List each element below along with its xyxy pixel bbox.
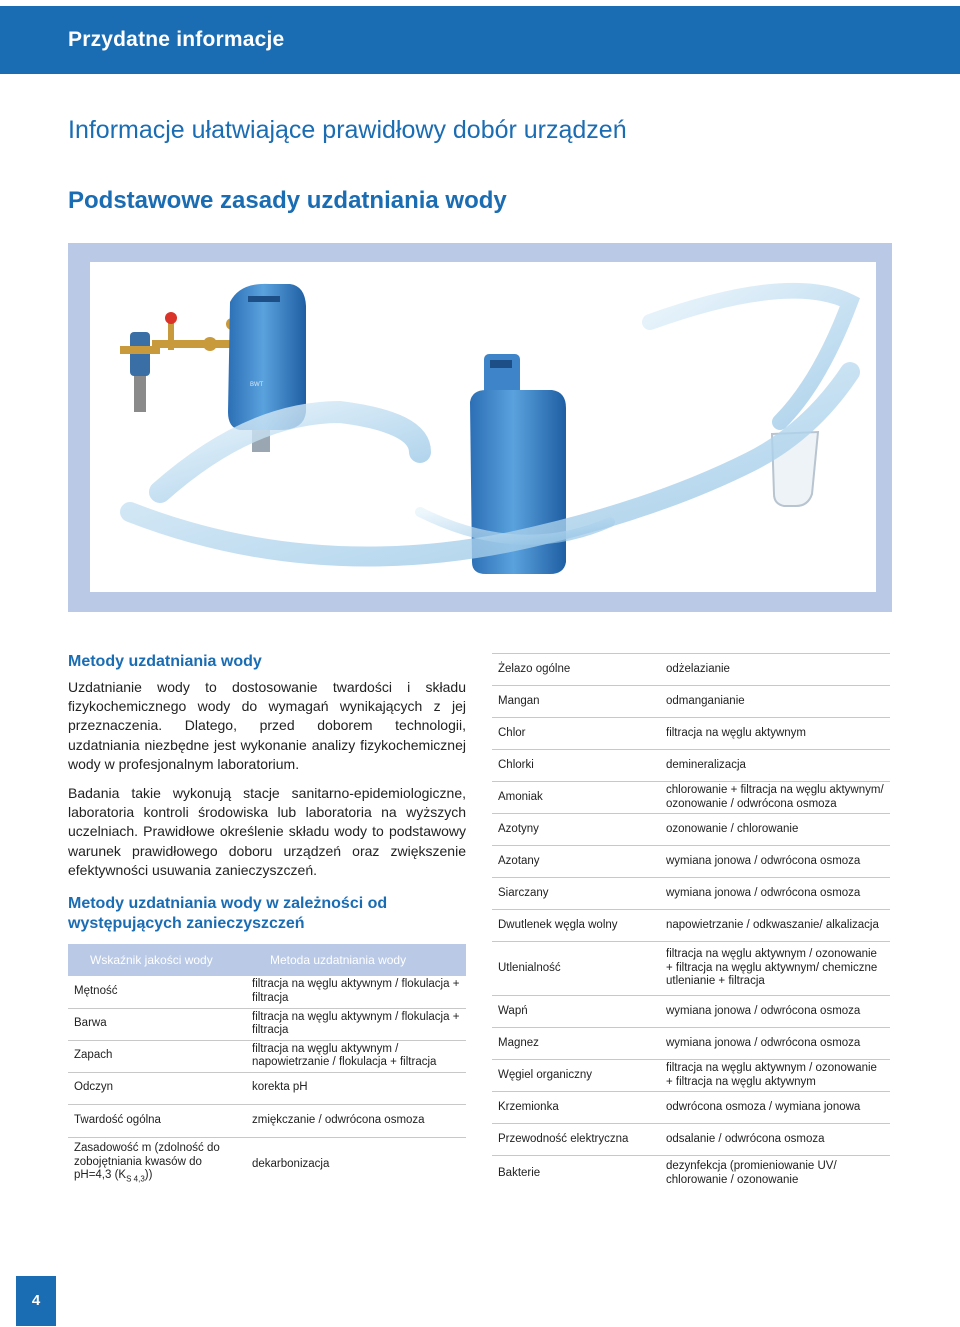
method-cell: zmiękczanie / odwrócona osmoza <box>228 1104 466 1137</box>
indicator-cell: Siarczany <box>492 878 658 910</box>
indicator-cell: Odczyn <box>68 1072 228 1104</box>
contaminants-heading: Metody uzdatniania wody w zależności od występujących zanieczyszczeń <box>68 895 388 933</box>
indicator-cell: Wapń <box>492 996 658 1028</box>
table-row <box>68 976 466 1008</box>
table-row <box>492 686 890 718</box>
method-cell: wymiana jonowa / odwrócona osmoza <box>658 878 890 910</box>
hero-image <box>90 262 876 592</box>
indicator-cell <box>68 1137 228 1191</box>
pipe-fittings-group <box>152 312 238 351</box>
indicator-cell: Zapach <box>68 1040 228 1072</box>
intro-column <box>68 652 466 934</box>
indicator-cell: Utlenialność <box>492 942 658 996</box>
indicator-cell: Bakterie <box>498 1167 541 1179</box>
indicator-cell: Dwutlenek węgla wolny <box>492 910 658 942</box>
page-subtitle: Informacje ułatwiające prawidłowy dobór urządzeń <box>68 116 627 144</box>
table-row <box>492 878 890 910</box>
table-row <box>492 1156 890 1192</box>
header-title: Przydatne informacje <box>68 28 285 51</box>
method-cell: wymiana jonowa / odwrócona osmoza <box>658 996 890 1028</box>
method-cell: dekarbonizacja <box>252 1157 330 1170</box>
column-header-method: Metoda uzdatniania wody <box>228 944 466 976</box>
method-cell: odmanganianie <box>658 686 890 718</box>
methods-table-right <box>492 653 890 1192</box>
method-cell: filtracja na węglu aktywnym / ozonowanie + filtracja na węglu aktywnym/ chemiczne utlenianie + filtracja <box>658 942 890 996</box>
method-cell: odwrócona osmoza / wymiana jonowa <box>658 1092 890 1124</box>
method-cell: korekta pH <box>228 1072 466 1104</box>
table-row <box>492 814 890 846</box>
method-cell: ozonowanie / chlorowanie <box>658 814 890 846</box>
section-title: Podstawowe zasady uzdatniania wody <box>68 187 507 214</box>
column-header-indicator: Wskaźnik jakości wody <box>68 944 228 976</box>
intro-paragraph-1: Uzdatnianie wody to dostosowanie twardości i składu fizykochemicznego wody do wymagań wynikających z jej przeznaczenia. Dlatego, przed doborem technologii, uzdatniania niezbędne jest wykonanie analizy fizykochemicznej wody w profesjonalnym laboratorium. <box>68 679 466 772</box>
method-cell: demineralizacja <box>658 750 890 782</box>
hero-image-frame <box>68 243 892 612</box>
table-row <box>492 782 890 814</box>
table-row <box>68 1040 466 1072</box>
water-products-illustration <box>90 262 876 592</box>
table-row <box>492 942 890 996</box>
page-number: 4 <box>16 1276 56 1326</box>
method-cell: chlorowanie + filtracja na węglu aktywnym/ ozonowanie / odwrócona osmoza <box>658 782 890 814</box>
table-row <box>492 1028 890 1060</box>
indicator-subscript: S 4,3 <box>126 1174 145 1184</box>
table-row <box>492 1092 890 1124</box>
table-row <box>492 654 890 686</box>
method-cell: filtracja na węglu aktywnym / ozonowanie + filtracja na węglu aktywnym <box>658 1060 890 1092</box>
method-cell: napowietrzanie / odkwaszanie/ alkalizacja <box>658 910 890 942</box>
methods-heading: Metody uzdatniania wody <box>68 653 262 670</box>
method-cell: filtracja na węglu aktywnym / flokulacja + filtracja <box>228 1008 466 1040</box>
table-row <box>492 718 890 750</box>
indicator-cell: Azotyny <box>492 814 658 846</box>
indicator-cell: Krzemionka <box>492 1092 658 1124</box>
method-cell: wymiana jonowa / odwrócona osmoza <box>658 1028 890 1060</box>
method-cell: wymiana jonowa / odwrócona osmoza <box>658 846 890 878</box>
table-row <box>492 1060 890 1092</box>
table-row <box>68 1072 466 1104</box>
method-cell: filtracja na węglu aktywnym / napowietrzanie / flokulacja + filtracja <box>228 1040 466 1072</box>
method-cell: odsalanie / odwrócona osmoza <box>658 1124 890 1156</box>
indicator-cell: Barwa <box>68 1008 228 1040</box>
table-row <box>492 846 890 878</box>
indicator-cell: Azotany <box>492 846 658 878</box>
table-row <box>68 1008 466 1040</box>
table-row <box>68 1104 466 1137</box>
indicator-cell: Węgiel organiczny <box>492 1060 658 1092</box>
indicator-cell: Chlor <box>492 718 658 750</box>
indicator-cell: Amoniak <box>492 782 658 814</box>
method-cell: odżelazianie <box>658 654 890 686</box>
method-cell: filtracja na węglu aktywnym / flokulacja + filtracja <box>228 976 466 1008</box>
indicator-text-end: )) <box>144 1169 153 1182</box>
indicator-cell: Mętność <box>68 976 228 1008</box>
indicator-cell: Chlorki <box>492 750 658 782</box>
indicator-cell: Magnez <box>492 1028 658 1060</box>
indicator-cell: Twardość ogólna <box>68 1104 228 1137</box>
table-row <box>492 996 890 1028</box>
table-row <box>492 750 890 782</box>
header-bar <box>0 6 960 74</box>
indicator-text: Zasadowość m (zdolność do zobojętniania kwasów do pH=4,3 (K <box>74 1142 220 1182</box>
indicator-cell: Żelazo ogólne <box>492 654 658 686</box>
method-cell: filtracja na węglu aktywnym <box>658 718 890 750</box>
indicator-cell: Przewodność elektryczna <box>492 1124 658 1156</box>
methods-table-left <box>68 944 466 1191</box>
table-row <box>492 910 890 942</box>
method-cell: dezynfekcja (promieniowanie UV/ chlorowanie / ozonowanie <box>666 1160 837 1186</box>
table-row <box>68 1137 466 1191</box>
indicator-cell: Mangan <box>492 686 658 718</box>
intro-paragraph-2: Badania takie wykonują stacje sanitarno-epidemiologiczne, laboratoria kontroli środowiska lub laboratoria na wyższych uczelniach. Prawidłowe określenie składu wody to podstawowy warunek prawidłowego doboru urządzeń oraz zwiększenie efektywności usuwania zanieczyszczeń. <box>68 785 466 878</box>
table-row <box>492 1124 890 1156</box>
brand-label: BWT <box>250 382 264 388</box>
